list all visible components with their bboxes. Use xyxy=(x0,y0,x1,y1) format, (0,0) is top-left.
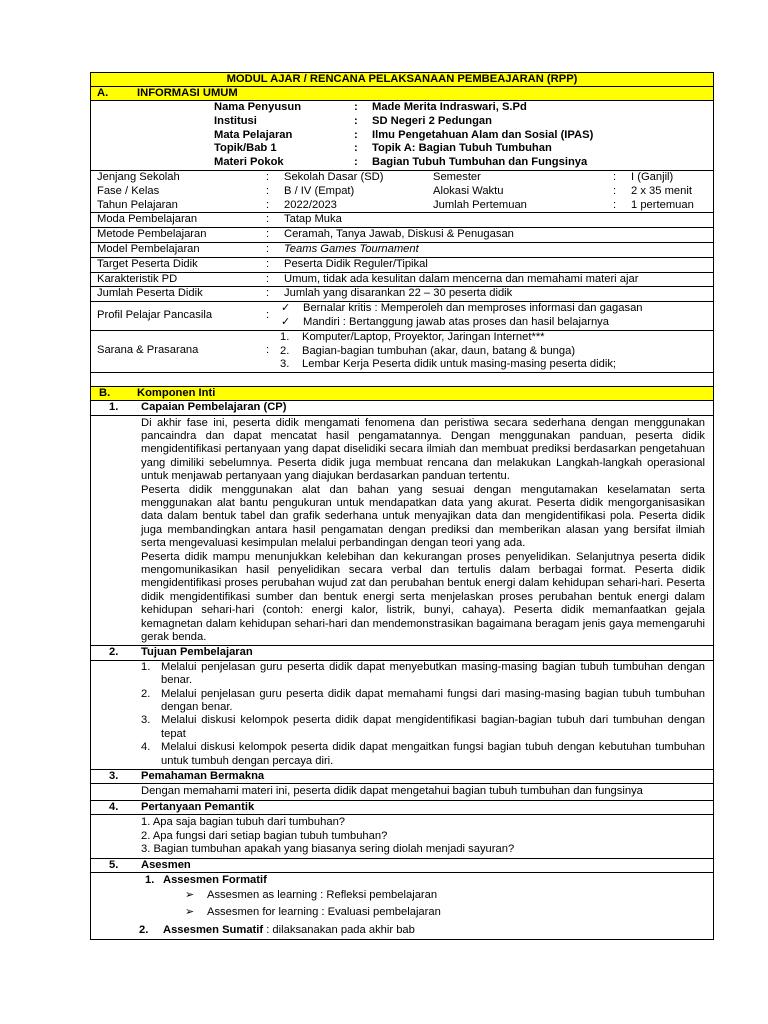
objective-number: 3. xyxy=(141,714,151,727)
time-allocation-label: Alokasi Waktu xyxy=(433,184,504,197)
semester-value: I (Ganjil) xyxy=(631,170,674,183)
colon: : xyxy=(613,184,617,197)
cp-number: 1. xyxy=(109,401,119,414)
author-value: Made Merita Indraswari, S.Pd xyxy=(372,101,527,113)
objectives-title: Tujuan Pembelajaran xyxy=(141,646,253,659)
colon: : xyxy=(266,287,270,300)
info-row-material xyxy=(91,156,713,170)
summative-title: Assesmen Sumatif xyxy=(163,923,264,936)
facilities-label: Sarana & Prasarana xyxy=(97,344,199,357)
formative-sub-item xyxy=(91,887,705,905)
cp-content xyxy=(91,416,713,647)
cp-paragraph: Peserta didik mampu menunjukkan kelebihan dan kekurangan proses penyelidikan. Selanjutnya peserta didik mengomunikasikan hasil penyelidikan secara verbal dan tertulis dalam berbagai format. Peserta didik mengidentifikasi proses perubahan wujud zat dan perubahan bentuk energi dalam kehidupan sehari-hari. Peserta didik mengidentifikasi sumber dan bentuk energi serta menjelaskan proses perubahan bentuk energi dalam kehidupan sehari-hari (contoh: energi kalor, listrik, bunyi, cahaya). Peserta didik memanfaatkan gejala kemagnetan dalam kehidupan sehari-hari dan mendemonstrasikan bagaimana beragam jenis gaya memengaruhi gerak benda. xyxy=(141,550,705,644)
facility-text: Lembar Kerja Peserta didik untuk masing-masing peserta didik; xyxy=(302,357,617,370)
identity-row-level xyxy=(91,171,713,185)
assessment-content xyxy=(91,873,713,940)
objective-text: Melalui diskusi kelompok peserta didik dapat mengidentifikasi bagian-bagian tubuh dari tumbuhan dengan tepat xyxy=(161,714,705,740)
target-label: Target Peserta Didik xyxy=(97,257,198,270)
cp-title: Capaian Pembelajaran (CP) xyxy=(141,401,287,414)
facility-number: 2. xyxy=(280,344,290,357)
colon: : xyxy=(266,213,270,226)
material-value: Bagian Tubuh Tumbuhan dan Fungsinya xyxy=(372,156,588,169)
arrow-bullet-icon: ➢ xyxy=(185,906,195,919)
row-target xyxy=(91,258,713,273)
year-label: Tahun Pelajaran xyxy=(97,198,178,211)
profile-item xyxy=(281,316,643,329)
info-row-author xyxy=(91,101,713,115)
student-count-value: Jumlah yang disarankan 22 – 30 peserta didik xyxy=(284,287,513,300)
meetings-label: Jumlah Pertemuan xyxy=(433,198,527,211)
arrow-bullet-icon: ➢ xyxy=(185,888,195,901)
objective-item xyxy=(141,661,705,688)
objective-number: 2. xyxy=(141,687,151,700)
year-value: 2022/2023 xyxy=(284,198,337,211)
understanding-header xyxy=(91,770,713,784)
formative-sub-item xyxy=(91,904,705,922)
objective-number: 4. xyxy=(141,741,151,754)
summative-number: 2. xyxy=(139,923,149,936)
row-facilities xyxy=(91,331,713,373)
semester-label: Semester xyxy=(433,170,481,183)
info-row-subject xyxy=(91,129,713,143)
mode-label: Moda Pembelajaran xyxy=(97,213,198,226)
identity-row-year xyxy=(91,199,713,213)
objective-item xyxy=(141,688,705,715)
questions-content xyxy=(91,815,713,858)
facility-item xyxy=(280,331,616,344)
colon: : xyxy=(266,198,270,211)
colon: : xyxy=(354,128,358,141)
facility-text: Komputer/Laptop, Proyektor, Jaringan Internet*** xyxy=(302,331,545,344)
questions-number: 4. xyxy=(109,800,119,813)
rpp-document xyxy=(90,72,714,940)
cp-header xyxy=(91,401,713,415)
section-a-label: INFORMASI UMUM xyxy=(137,87,238,99)
objectives-list xyxy=(91,661,713,769)
questions-header xyxy=(91,801,713,815)
profile-item-text: Bernalar kritis : Memperoleh dan memproses informasi dan gagasan xyxy=(303,302,643,315)
phase-value: B / IV (Empat) xyxy=(284,184,355,197)
identity-row-phase xyxy=(91,185,713,199)
understanding-content xyxy=(91,784,713,800)
facility-item xyxy=(280,345,616,358)
facility-number: 1. xyxy=(280,331,290,344)
colon: : xyxy=(266,309,270,322)
subject-label: Mata Pelajaran xyxy=(214,128,293,141)
row-model xyxy=(91,243,713,258)
check-icon: ✓ xyxy=(281,315,291,328)
check-icon: ✓ xyxy=(281,302,291,315)
phase-label: Fase / Kelas xyxy=(97,184,160,197)
characteristic-value: Umum, tidak ada kesulitan dalam mencerna dan memahami materi ajar xyxy=(284,272,639,285)
understanding-title: Pemahaman Bermakna xyxy=(141,770,265,783)
level-label: Jenjang Sekolah xyxy=(97,170,180,183)
formative-number: 1. xyxy=(145,873,155,886)
section-b-header xyxy=(91,387,713,401)
colon: : xyxy=(613,170,617,183)
objectives-content xyxy=(91,661,713,770)
formative-sub-text: Assesmen for learning : Evaluasi pembelajaran xyxy=(207,906,441,919)
model-value: Teams Games Tournament xyxy=(284,242,419,255)
objectives-number: 2. xyxy=(109,646,119,659)
objective-item xyxy=(141,741,705,768)
summative-heading xyxy=(91,922,705,940)
facility-item xyxy=(280,358,616,371)
row-characteristic xyxy=(91,273,713,288)
spacer-row xyxy=(91,373,713,387)
formative-sub-text: Assesmen as learning : Refleksi pembelajaran xyxy=(207,888,438,901)
colon: : xyxy=(354,114,358,127)
assessment-header xyxy=(91,859,713,873)
assessment-number: 5. xyxy=(109,858,119,871)
colon: : xyxy=(613,198,617,211)
section-b-number: B. xyxy=(99,387,111,400)
questions-title: Pertanyaan Pemantik xyxy=(141,800,255,813)
characteristic-label: Karakteristik PD xyxy=(97,272,178,285)
identity-block xyxy=(91,171,713,213)
colon: : xyxy=(266,272,270,285)
level-value: Sekolah Dasar (SD) xyxy=(284,170,384,183)
general-info-block xyxy=(91,101,713,171)
colon: : xyxy=(266,184,270,197)
method-value: Ceramah, Tanya Jawab, Diskusi & Penugasan xyxy=(284,228,514,241)
question-item: 3. Bagian tumbuhan apakah yang biasanya sering diolah menjadi sayuran? xyxy=(141,843,515,856)
assessment-title: Asesmen xyxy=(141,858,191,871)
facilities-list xyxy=(280,331,616,371)
document-title: MODUL AJAR / RENCANA PELAKSANAAN PEMBEAJARAN (RPP) xyxy=(91,73,713,87)
colon: : xyxy=(266,242,270,255)
understanding-number: 3. xyxy=(109,770,119,783)
objective-text: Melalui penjelasan guru peserta didik dapat memahami fungsi dari masing-masing bagian tubuh tumbuhan dengan benar. xyxy=(161,687,705,714)
objectives-header xyxy=(91,646,713,660)
facility-number: 3. xyxy=(280,357,290,370)
institution-value: SD Negeri 2 Pedungan xyxy=(372,114,492,127)
topic-value: Topik A: Bagian Tubuh Tumbuhan xyxy=(372,142,552,155)
method-label: Metode Pembelajaran xyxy=(97,228,207,241)
objective-item xyxy=(141,714,705,741)
info-row-institution xyxy=(91,115,713,129)
objective-number: 1. xyxy=(141,660,151,673)
formative-title: Assesmen Formatif xyxy=(163,873,267,886)
colon: : xyxy=(354,142,358,155)
row-method xyxy=(91,228,713,243)
colon: : xyxy=(354,101,358,113)
material-label: Materi Pokok xyxy=(214,156,284,169)
meetings-value: 1 pertemuan xyxy=(631,198,694,211)
profile-item xyxy=(281,302,643,315)
colon: : xyxy=(354,156,358,169)
row-student-count xyxy=(91,287,713,302)
cp-paragraph: Di akhir fase ini, peserta didik mengamati fenomena dan peristiwa secara sederhana dengan menggunakan pancaindra dan dapat mencatat hasil pengamatannya. Dengan menggunakan panduan, peserta didik mengidentifikasi pertanyaan yang dapat diselidiki secara ilmiah dan membuat prediksi berdasarkan pengetahuan yang dimiliki sebelumnya. Peserta didik juga membuat rencana dan melakukan Langkah-langkah operasional untuk menjawab pertanyaan yang diajukan berdasarkan panduan tertentu. xyxy=(141,416,705,483)
profile-list xyxy=(281,302,643,329)
institution-label: Institusi xyxy=(214,114,257,127)
question-item: 2. Apa fungsi dari setiap bagian tubuh tumbuhan? xyxy=(141,829,388,842)
time-allocation-value: 2 x 35 menit xyxy=(631,184,692,197)
facility-text: Bagian-bagian tumbuhan (akar, daun, batang & bunga) xyxy=(302,344,576,357)
profile-item-text: Mandiri : Bertanggung jawab atas proses dan hasil belajarnya xyxy=(303,315,609,328)
author-label: Nama Penyusun xyxy=(214,101,302,113)
understanding-text: Dengan memahami materi ini, peserta didik dapat mengetahui bagian tubuh tumbuhan dan fungsinya xyxy=(141,785,643,798)
profile-label: Profil Pelajar Pancasila xyxy=(97,309,213,322)
colon: : xyxy=(266,170,270,183)
summative-description: : dilaksanakan pada akhir bab xyxy=(263,923,415,936)
objective-text: Melalui diskusi kelompok peserta didik dapat mengaitkan fungsi bagian tubuh dengan kebutuhan tumbuhan untuk tumbuh dengan percaya diri. xyxy=(161,741,705,767)
topic-label: Topik/Bab 1 xyxy=(214,142,277,155)
mode-value: Tatap Muka xyxy=(284,213,342,226)
row-profile xyxy=(91,302,713,331)
colon: : xyxy=(266,228,270,241)
colon: : xyxy=(266,257,270,270)
student-count-label: Jumlah Peserta Didik xyxy=(97,287,203,300)
cp-paragraph: Peserta didik menggunakan alat dan bahan yang sesuai dengan mengutamakan keselamatan serta menggunakan alat bantu pengukuran untuk mendapatkan data yang akurat. Peserta didik mengorganisasikan data dalam bentuk tabel dan grafik sederhana untuk menyajikan data dan mengidentifikasi pola. Peserta didik juga membandingkan antara hasil pengamatan dengan prediksi dan memberikan alasan yang bersifat ilmiah serta mengevaluasi kesimpulan melalui perbandingan dengan teori yang ada. xyxy=(141,483,705,550)
model-label: Model Pembelajaran xyxy=(97,242,200,255)
colon: : xyxy=(266,344,270,357)
section-a-header xyxy=(91,87,713,101)
question-item: 1. Apa saja bagian tubuh dari tumbuhan? xyxy=(141,816,346,829)
formative-heading xyxy=(91,873,705,887)
row-mode xyxy=(91,213,713,228)
objective-text: Melalui penjelasan guru peserta didik dapat menyebutkan masing-masing bagian tubuh tumbuhan dengan benar. xyxy=(161,660,705,687)
section-b-label: Komponen Inti xyxy=(137,387,216,400)
info-row-topic xyxy=(91,142,713,156)
subject-value: Ilmu Pengetahuan Alam dan Sosial (IPAS) xyxy=(372,128,594,141)
target-value: Peserta Didik Reguler/Tipikal xyxy=(284,257,428,270)
section-a-number: A. xyxy=(97,87,109,99)
